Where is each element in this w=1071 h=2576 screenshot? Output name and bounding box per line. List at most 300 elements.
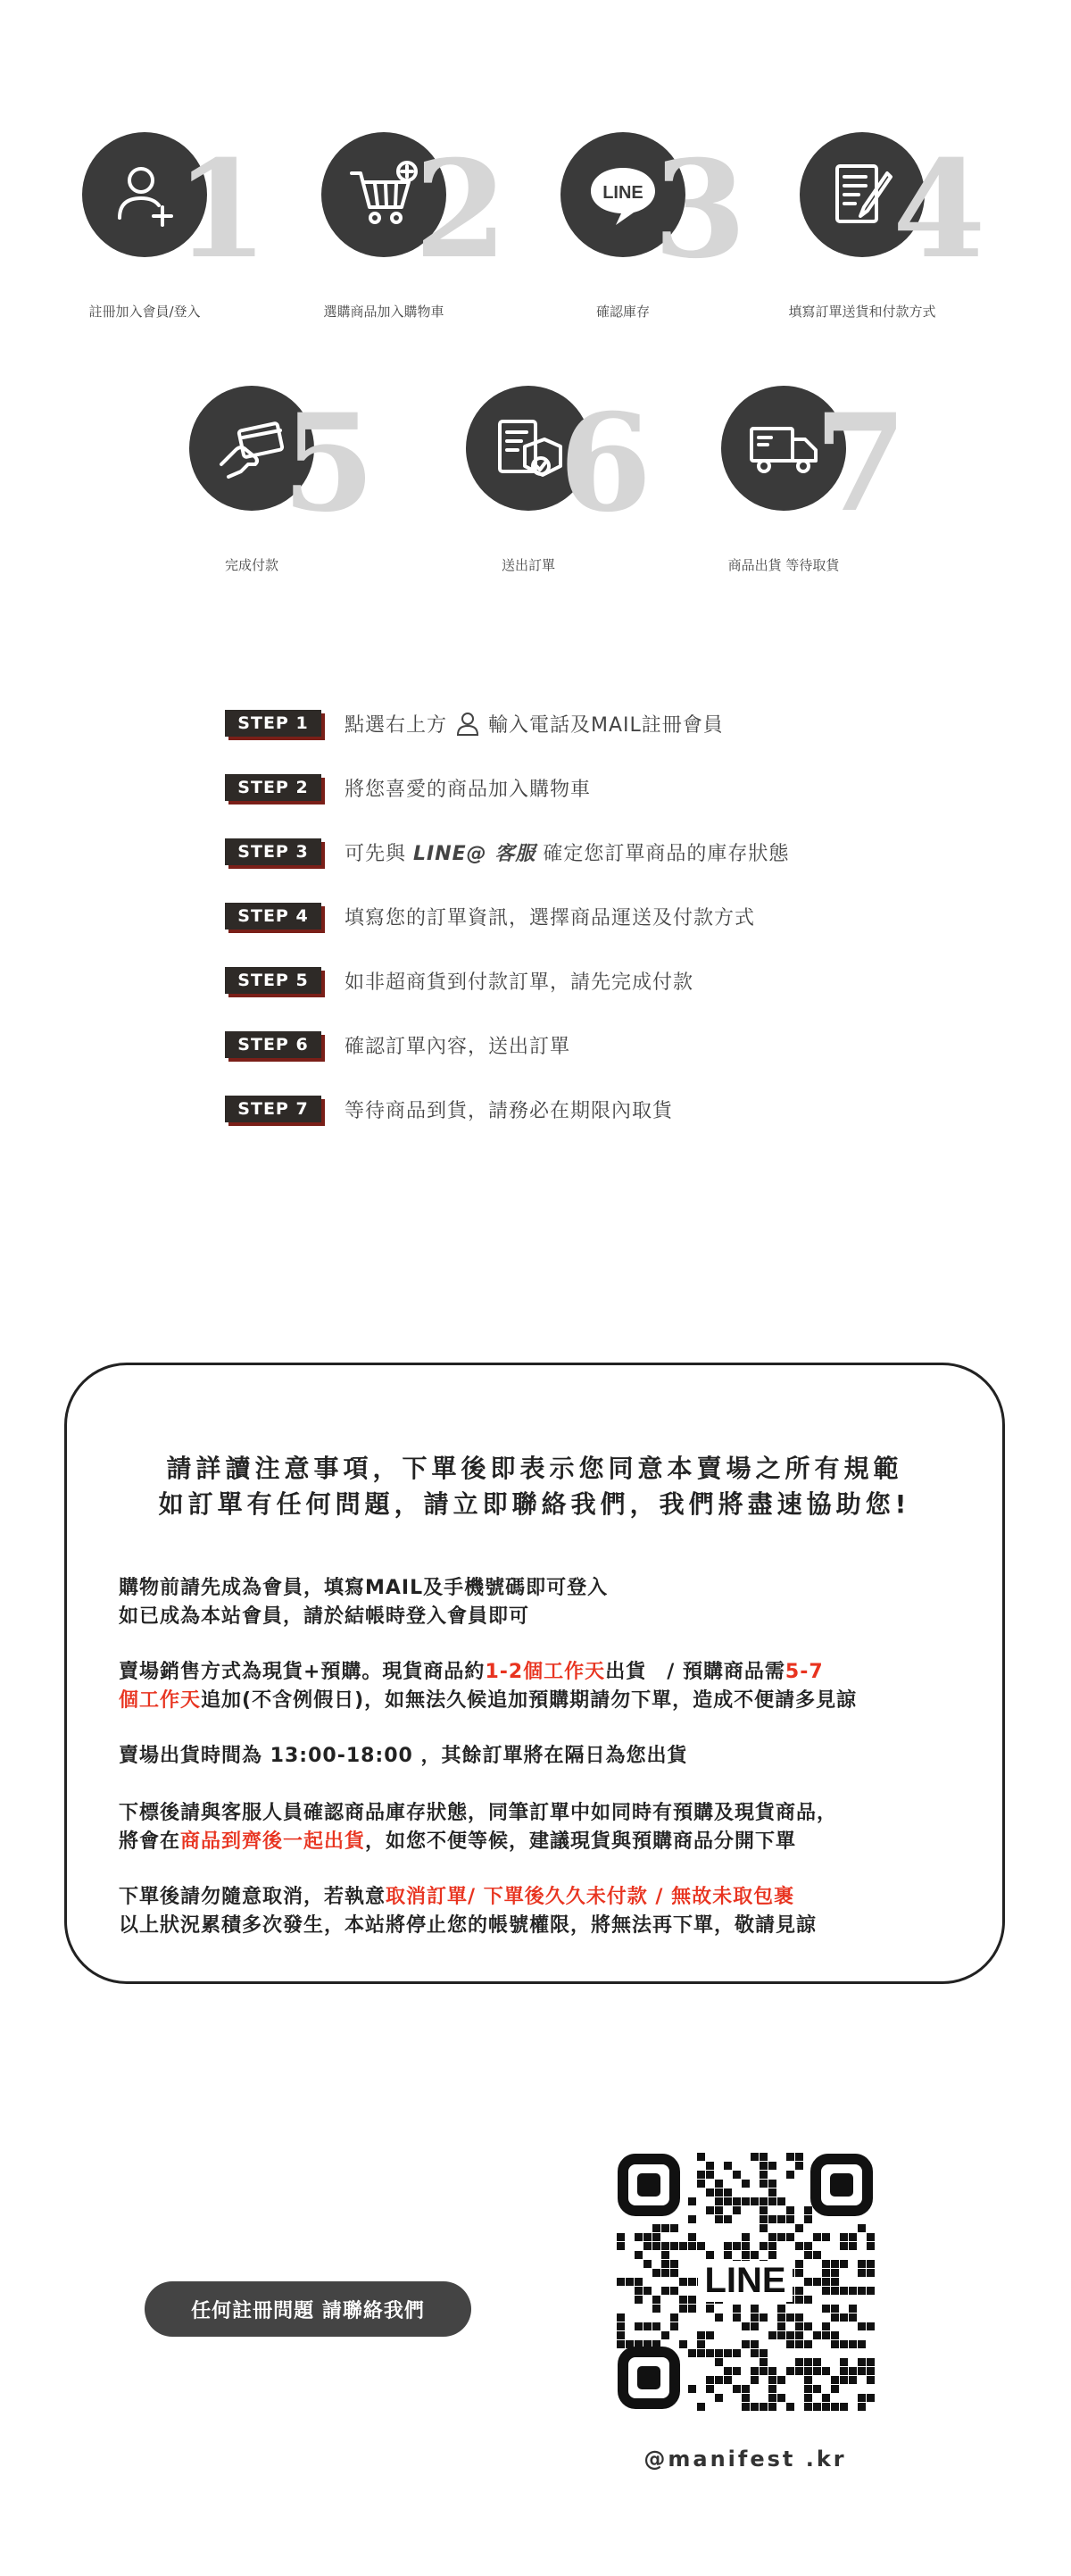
qr-module [840,2376,848,2384]
qr-module [643,2242,652,2250]
qr-module [804,2403,812,2411]
qr-module [715,2197,723,2205]
qr-module [867,2287,875,2295]
notice-line: 賣場出貨時間為 13:00-18:00 ，其餘訂單將在隔日為您出貨 [119,1745,688,1767]
qr-module [617,2331,625,2339]
qr-module [733,2349,741,2357]
qr-module [635,2233,643,2241]
qr-module [786,2206,794,2214]
qr-module [751,2376,759,2384]
qr-module [822,2394,830,2402]
step-badge: STEP 5 [225,967,321,994]
qr-module [733,2206,741,2214]
qr-module [617,2340,625,2348]
qr-module [795,2269,803,2277]
svg-text:LINE: LINE [602,183,643,203]
qr-module [831,2403,839,2411]
qr-module [751,2349,759,2357]
qr-module [831,2385,839,2393]
qr-module [768,2331,776,2339]
qr-module [858,2403,866,2411]
qr-module [733,2367,741,2375]
qr-module [742,2394,750,2402]
qr-module [822,2287,830,2295]
qr-module [858,2394,866,2402]
step-row-3 [225,836,789,868]
qr-module [831,2269,839,2277]
qr-module [795,2224,803,2232]
qr-module [777,2394,785,2402]
qr-module [760,2403,768,2411]
qr-module [715,2349,723,2357]
qr-module [795,2313,803,2322]
qr-module [813,2403,821,2411]
qr-module [831,2287,839,2295]
qr-module [858,2358,866,2366]
qr-module [786,2215,794,2223]
contact-us-button[interactable]: 任何註冊問題 請聯絡我們 [145,2281,471,2337]
qr-module [786,2171,794,2179]
qr-module [804,2296,812,2304]
qr-module [768,2215,776,2223]
qr-module [786,2403,794,2411]
qr-module [715,2180,723,2188]
qr-module [724,2376,732,2384]
qr-module [697,2340,705,2348]
qr-module [643,2287,652,2295]
qr-module [661,2242,669,2250]
qr-module [760,2171,768,2179]
qr-module [751,2305,759,2313]
qr-module [804,2340,812,2348]
qr-module [751,2313,759,2322]
qr-module [867,2260,875,2268]
step-number: 7 [814,385,908,542]
qr-module [715,2313,723,2322]
qr-module [867,2394,875,2402]
qr-module [670,2313,678,2322]
qr-module [804,2242,812,2250]
qr-module [652,2305,660,2313]
qr-module [661,2331,669,2339]
qr-module [867,2242,875,2250]
qr-module [768,2376,776,2384]
step-row-6 [225,1029,570,1061]
notice-line: 個工作天追加(不含例假日)，如無法久候追加預購期請勿下單，造成不便請多見諒 [119,1689,858,1712]
qr-module [760,2215,768,2223]
qr-module [849,2340,857,2348]
qr-module [724,2242,732,2250]
qr-module [768,2385,776,2393]
qr-module [760,2367,768,2375]
qr-module [831,2305,839,2313]
step-badge: STEP 2 [225,774,321,801]
qr-module [652,2242,660,2250]
qr-module [742,2322,750,2330]
qr-module [822,2305,830,2313]
qr-module [751,2403,759,2411]
qr-module [804,2367,812,2375]
step-text-part: 可先與 [345,842,407,865]
qr-module [795,2296,803,2304]
qr-module [706,2162,714,2170]
qr-module [867,2376,875,2384]
qr-module [679,2278,687,2286]
qr-module [617,2242,625,2250]
qr-module [724,2215,732,2223]
qr-module [751,2153,759,2161]
step-row-4 [225,900,755,932]
qr-module [849,2313,857,2322]
qr-module [742,2197,750,2205]
qr-module [822,2269,830,2277]
qr-module [822,2367,830,2375]
notice-line: 購物前請先成為會員，填寫MAIL及手機號碼即可登入 [119,1577,609,1599]
qr-module [706,2349,714,2357]
qr-module [742,2251,750,2259]
qr-module [768,2162,776,2170]
qr-module [786,2153,794,2161]
qr-module [751,2251,759,2259]
qr-module [679,2305,687,2313]
qr-module [804,2322,812,2330]
qr-module [822,2331,830,2339]
qr-module [751,2340,759,2348]
qr-module [804,2358,812,2366]
qr-module [697,2171,705,2179]
qr-module [688,2385,696,2393]
qr-module [760,2349,768,2357]
notice-line: 下單後請勿隨意取消，若執意取消訂單/ 下單後久久未付款 / 無故未取包裹 [119,1886,795,1908]
qr-module [760,2313,768,2322]
qr-module [858,2287,866,2295]
qr-module [733,2242,741,2250]
qr-module [760,2162,768,2170]
flow-label: 完成付款 [224,557,278,573]
flow-label: 送出訂單 [501,557,555,573]
qr-module [706,2188,714,2197]
qr-module [858,2367,866,2375]
qr-module [670,2260,678,2268]
qr-module [822,2322,830,2330]
qr-module [715,2394,723,2402]
qr-module [688,2305,696,2313]
qr-module [697,2242,705,2250]
qr-module [795,2162,803,2170]
qr-module [840,2340,848,2348]
qr-module [768,2242,776,2250]
qr-module [804,2376,812,2384]
qr-code-graphic [616,2152,875,2411]
qr-module [724,2251,732,2259]
qr-module [795,2331,803,2339]
qr-module [724,2197,732,2205]
qr-module [822,2233,830,2241]
qr-module [643,2260,652,2268]
qr-module [813,2278,821,2286]
qr-module [768,2367,776,2375]
qr-module [795,2322,803,2330]
qr-module [867,2269,875,2277]
qr-module [751,2197,759,2205]
line-qr-code[interactable] [616,2152,875,2411]
qr-module [777,2215,785,2223]
qr-module [804,2394,812,2402]
qr-module [733,2385,741,2393]
notice-line: 將會在商品到齊後一起出貨，如您不便等候，建議現貨與預購商品分開下單 [119,1830,797,1853]
qr-module [777,2233,785,2241]
qr-module [813,2358,821,2366]
step-text: 如非超商貨到付款訂單，請先完成付款 [345,971,694,994]
instagram-handle: @manifest .kr [643,2447,847,2472]
qr-module [822,2260,830,2268]
step-row-5 [225,964,693,996]
qr-module [670,2322,678,2330]
step-number: 3 [653,131,747,288]
qr-module [697,2331,705,2339]
qr-module [742,2340,750,2348]
qr-module [733,2305,741,2313]
notice-line: 賣場銷售方式為現貨+預購。現貨商品約1-2個工作天出貨 / 預購商品需5-7 [119,1661,824,1683]
qr-module [715,2215,723,2223]
qr-module [706,2171,714,2179]
line-service-label: LINE@ 客服 [413,842,536,865]
qr-module [706,2305,714,2313]
step-badge: STEP 4 [225,903,321,930]
qr-module [617,2322,625,2330]
qr-module [733,2313,741,2322]
qr-module [813,2367,821,2375]
qr-module [661,2251,669,2259]
qr-module [617,2278,625,2286]
qr-module [617,2313,625,2322]
step-badge: STEP 6 [225,1031,321,1058]
qr-module [697,2153,705,2161]
qr-module [858,2322,866,2330]
step-row-1 [225,707,724,739]
qr-module [706,2385,714,2393]
step-badge: STEP 3 [225,838,321,865]
flow-label: 商品出貨 等待取貨 [727,557,840,573]
qr-module [867,2367,875,2375]
qr-module [777,2197,785,2205]
flow-label: 註冊加入會員/登入 [88,304,201,320]
notice-box [64,1363,1005,1984]
qr-module [777,2322,785,2330]
step-number: 5 [282,385,376,542]
qr-module [661,2287,669,2295]
qr-module [813,2233,821,2241]
qr-module [795,2358,803,2366]
flow-label: 選購商品加入購物車 [323,304,444,320]
qr-module [768,2394,776,2402]
qr-module [652,2233,660,2241]
flow-label: 確認庫存 [595,304,650,320]
qr-module [840,2260,848,2268]
qr-module [777,2305,785,2313]
svg-text:LINE: LINE [704,2261,786,2300]
qr-module [867,2358,875,2366]
step-number: 6 [559,385,652,542]
step-text-part: 確定您訂單商品的庫存狀態 [543,842,790,865]
step-row-7 [225,1093,673,1125]
qr-module [840,2287,848,2295]
step-text: 等待商品到貨，請務必在期限內取貨 [345,1099,674,1122]
qr-module [840,2313,848,2322]
qr-module [760,2180,768,2188]
qr-module [813,2251,821,2259]
notice-title: 如訂單有任何問題，請立即聯絡我們，我們將盡速協助您! [158,1489,911,1519]
qr-module [831,2331,839,2339]
step-text: 確認訂單內容，送出訂單 [345,1035,571,1058]
qr-module [742,2403,750,2411]
qr-module [652,2296,660,2304]
step-text [345,838,789,866]
qr-module [786,2233,794,2241]
qr-module [831,2260,839,2268]
qr-module [760,2197,768,2205]
qr-module [795,2153,803,2161]
qr-module [849,2305,857,2313]
qr-module [786,2331,794,2339]
qr-module [688,2233,696,2241]
qr-module [867,2233,875,2241]
qr-module [831,2340,839,2348]
notice-line: 以上狀況累積多次發生，本站將停止您的帳號權限，將無法再下單，敬請見諒 [119,1914,818,1937]
step-number: 4 [892,131,986,288]
qr-module [813,2331,821,2339]
qr-module [768,2251,776,2259]
step-badge: STEP 7 [225,1096,321,1122]
flow-label: 填寫訂單送貨和付款方式 [788,304,936,320]
qr-module [715,2206,723,2214]
step-number: 1 [175,131,269,288]
qr-module [688,2349,696,2357]
qr-module [697,2403,705,2411]
qr-module [840,2403,848,2411]
qr-module [760,2358,768,2366]
qr-module [652,2224,660,2232]
qr-module [617,2233,625,2241]
qr-module [715,2188,723,2197]
qr-module [768,2180,776,2188]
step-text-part: 點選右上方 [345,713,448,737]
qr-module [635,2251,643,2259]
qr-module [688,2296,696,2304]
qr-module [652,2322,660,2330]
qr-module [688,2197,696,2205]
qr-module [661,2224,669,2232]
qr-module [822,2403,830,2411]
qr-module [867,2322,875,2330]
qr-module [751,2367,759,2375]
qr-module [768,2233,776,2241]
qr-module [804,2206,812,2214]
qr-module [849,2367,857,2375]
qr-module [742,2385,750,2393]
qr-module [688,2215,696,2223]
qr-module [760,2224,768,2232]
qr-module [697,2349,705,2357]
qr-module [724,2349,732,2357]
step-text: 將您喜愛的商品加入購物車 [345,778,592,801]
notice-line: 下標後請與客服人員確認商品庫存狀態，同筆訂單中如同時有預購及現貨商品， [119,1802,838,1824]
qr-module [768,2188,776,2197]
qr-module [679,2242,687,2250]
qr-module [760,2206,768,2214]
qr-module [804,2215,812,2223]
step-text [345,710,724,738]
qr-module [742,2233,750,2241]
qr-module [858,2269,866,2277]
user-icon [454,710,481,737]
qr-module [626,2278,634,2286]
qr-module [635,2287,643,2295]
qr-module [661,2269,669,2277]
qr-module [742,2242,750,2250]
qr-module [670,2287,678,2295]
step-badge: STEP 1 [225,710,321,737]
qr-module [706,2206,714,2214]
qr-module [715,2376,723,2384]
qr-module [724,2162,732,2170]
qr-module [635,2278,643,2286]
qr-module [760,2242,768,2250]
qr-module [760,2153,768,2161]
qr-module [724,2367,732,2375]
notice-title: 請詳讀注意事項，下單後即表示您同意本賣場之所有規範 [166,1454,903,1483]
qr-module [813,2385,821,2393]
qr-module [795,2242,803,2250]
qr-module [635,2296,643,2304]
qr-module [706,2251,714,2259]
qr-module [679,2296,687,2304]
qr-module [804,2251,812,2259]
step-text: 填寫您的訂單資訊，選擇商品運送及付款方式 [345,906,756,930]
qr-module [831,2313,839,2322]
step-text-part: 輸入電話及MAIL註冊會員 [488,713,724,737]
qr-module [831,2278,839,2286]
qr-module [786,2367,794,2375]
qr-module [688,2278,696,2286]
qr-module [849,2287,857,2295]
step-number: 2 [414,131,508,288]
qr-module [742,2180,750,2188]
qr-module [751,2322,759,2330]
qr-module [679,2340,687,2348]
qr-module [804,2385,812,2393]
qr-module [697,2180,705,2188]
qr-module [849,2242,857,2250]
qr-module [706,2376,714,2384]
qr-module [786,2313,794,2322]
qr-module [858,2260,866,2268]
qr-module [795,2260,803,2268]
qr-module [840,2367,848,2375]
qr-module [670,2269,678,2277]
qr-module [777,2376,785,2384]
qr-module [840,2242,848,2250]
qr-module [733,2171,741,2179]
qr-module [652,2269,660,2277]
step-row-2 [225,771,591,804]
qr-module [768,2197,776,2205]
qr-module [804,2278,812,2286]
qr-module [635,2322,643,2330]
qr-module [643,2233,652,2241]
qr-module [858,2340,866,2348]
qr-module [849,2233,857,2241]
